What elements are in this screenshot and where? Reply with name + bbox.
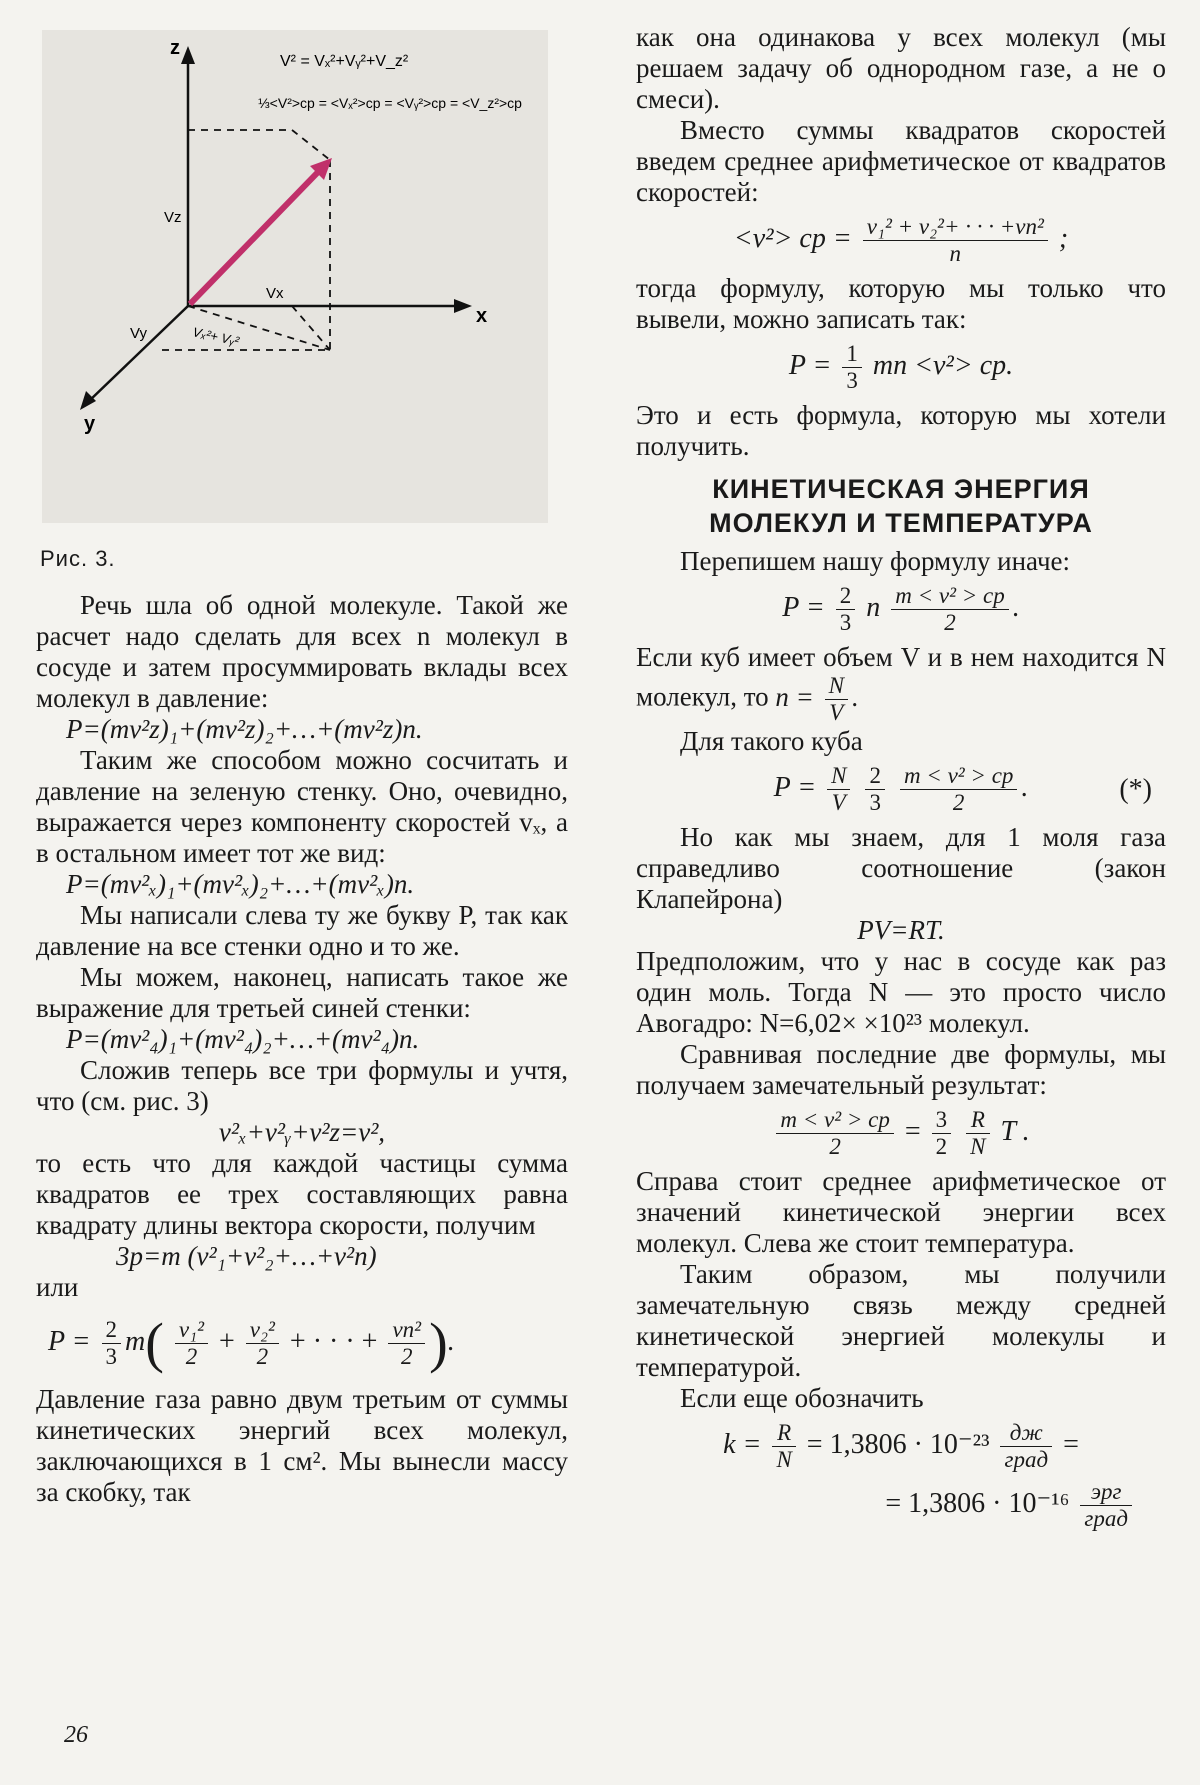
rf3-fden: 2 [944,610,956,635]
right-formula-8 [636,1420,1166,1473]
f6-termn-num: vn² [388,1317,425,1344]
rp6-text: Если куб имеет объем V и в нем находится N молекул, то [636,642,1166,712]
right-formula-6: PV=RT. [857,915,945,945]
diagonal-label: Vₓ²+ Vᵧ² [191,324,241,349]
rf4-end: . [851,681,859,712]
rf3-end: . [1012,591,1020,623]
f6-m: m [125,1325,146,1357]
vz-label: Vz [164,209,182,226]
rf7-a-den: 2 [935,1134,948,1159]
rf7-b-num: R [966,1107,989,1134]
rf5-a-num: N [827,763,850,790]
figure-3 [42,30,548,523]
right-formula-9 [636,1479,1166,1532]
figure-caption: Рис. 3. [40,546,116,571]
rf8-num: R [772,1420,795,1447]
rf5-b-num: 2 [865,763,885,790]
f6-term2-num: v₂² [246,1317,279,1344]
rf2-den: 3 [846,368,858,393]
left-formula-4: v²ₓ+v²ᵧ+v²z=v², [218,1117,386,1147]
axis-x-label: x [476,305,488,327]
rf8-lhs: k = [723,1428,762,1460]
rf7-eq: = [904,1115,921,1147]
left-formula-5: 3p=m (v²₁+v²₂+…+v²n) [116,1241,377,1271]
right-formula-2 [636,341,1166,394]
page-number: 26 [64,1722,88,1748]
heading-line-1: КИНЕТИЧЕСКАЯ ЭНЕРГИЯ [712,474,1090,504]
left-formula-2: P=(mv²ₓ)₁+(mv²ₓ)₂+…+(mv²ₓ)n. [66,869,415,899]
right-paragraph-12: Таким образом, мы получили замечательную связь между средней кинетической энергией молекулы и температурой. [636,1259,1166,1382]
right-paragraph-6 [636,642,1166,726]
rf1-lhs: <v²> ср = [733,222,852,254]
f6-coef-num: 2 [102,1317,122,1344]
f6-lhs: P = [48,1325,91,1357]
figure-formula-1: V² = Vₓ²+Vᵧ²+V_z² [280,53,409,70]
rf8-unit-num: дж [1000,1420,1052,1447]
rf4-den: V [829,700,844,725]
axis-y-label: y [84,413,96,435]
rf9-unit-num: эрг [1080,1479,1132,1506]
velocity-vector [190,170,320,304]
right-paragraph-10: Сравнивая последние две формулы, мы получаем замечательный результат: [636,1039,1166,1100]
rf1-num: v₁² + v₂²+ · · · +vn² [863,214,1048,241]
rf5-b-den: 3 [869,790,881,815]
rf3-fnum: m < v² > ср [891,583,1008,610]
left-formula-1: P=(mv²z)₁+(mv²z)₂+…+(mv²z)n. [66,714,423,744]
rf8-end: = [1063,1428,1079,1460]
f6-termn-den: 2 [401,1344,413,1369]
right-paragraph-13: Если еще обозначить [680,1383,924,1413]
rf5-end: . [1021,771,1029,803]
rf2-lhs: P = [788,349,832,381]
rf1-end: ; [1058,222,1069,254]
right-formula-7 [636,1107,1166,1160]
right-formula-5 [636,763,1166,816]
left-paragraph-7: или [36,1272,79,1302]
right-paragraph-4: Это и есть формула, которую мы хотели получить. [636,400,1166,461]
y-axis-arrowhead [80,391,96,410]
left-formula-6: P = $\frac{2}{3}$ m( $\frac{\text{v₁²}}{2}$ + $\frac{\text{v₂²}}{2}$ + · · · + $\frac{\text{vn²}}{2}$ ). [48,1312,455,1375]
left-paragraph-5: Сложив теперь все три формулы и учтя, что (см. рис. 3) [36,1055,568,1116]
rf7-b-den: N [970,1134,986,1159]
axis-z-label: z [170,37,180,59]
rf8-unit-den: град [1004,1447,1049,1472]
z-axis-arrowhead [181,46,195,64]
left-paragraph-6: то есть что для каждой частицы сумма квадратов ее трех составляющих равна квадрату длины вектора скорости, получим [36,1148,568,1240]
rf1-den: n [949,241,962,266]
rf5-c-num: m < v² > ср [900,763,1017,790]
right-paragraph-7: Для такого куба [680,726,863,756]
rf3-num: 2 [836,583,856,610]
left-paragraph-8: Давление газа равно двум третьим от суммы кинетических энергий всех молекул, заключающихся в 1 см². Мы вынесли массу за скобку, так [36,1384,568,1507]
left-paragraph-1: Речь шла об одной молекуле. Такой же расчет надо сделать для всех n молекул в сосуде и затем просуммировать вклады всех молекул в давление: [36,590,568,713]
rf9-unit-den: град [1084,1506,1128,1531]
rf2-num: 1 [842,341,862,368]
left-paragraph-2: Таким же способом можно сосчитать и давление на зеленую стенку. Оно, очевидно, выражается через компоненту скоростей vₓ, а в остальном имеет тот же вид: [36,745,568,868]
rf4-lhs: n = [775,681,814,712]
left-paragraph-3: Мы написали слева ту же букву P, так как давление на все стенки одно и то же. [36,900,568,961]
vx-label: Vx [266,285,284,302]
section-heading [636,472,1166,540]
x-axis-arrowhead [454,299,472,313]
figure-formula-2: ⅓<V²>ср = <Vₓ²>ср = <Vᵧ²>ср = <V_z²>ср [258,95,522,111]
vy-label: Vy [130,325,147,342]
f6-term2-den: 2 [256,1344,269,1369]
rf4-num: N [825,673,848,700]
equation-tag: (*) [1119,774,1152,805]
right-formula-3 [636,583,1166,636]
right-column [636,22,1166,1538]
velocity-diagram [42,30,548,523]
rf7-num: m < v² > ср [776,1107,893,1134]
right-paragraph-3: тогда формулу, которую мы только что вывели, можно записать так: [636,273,1166,334]
rf3-lhs: P = [782,591,825,623]
right-paragraph-2: Вместо суммы квадратов скоростей введем среднее арифметическое от квадратов скоростей: [636,115,1166,207]
left-column [36,590,568,1508]
right-formula-1 [636,214,1166,267]
rf2-rhs: mn <v²> ср. [872,349,1014,381]
rf8-val: = 1,3806 · 10⁻²³ [806,1428,990,1460]
f6-coef-den: 3 [105,1344,117,1369]
f6-term1-num: v₁² [175,1317,208,1344]
left-formula-3: P=(mv²₄)₁+(mv²₄)₂+…+(mv²₄)n. [66,1024,420,1054]
heading-line-2: МОЛЕКУЛ И ТЕМПЕРАТУРА [709,508,1093,538]
rf9-val: = 1,3806 · 10⁻¹⁶ [885,1487,1070,1519]
right-paragraph-9: Предположим, что у нас в сосуде как раз один моль. Тогда N — это просто число Авогадро: N=6,02× ×10²³ молекул. [636,946,1166,1038]
rf7-a-num: 3 [932,1107,952,1134]
rf5-a-den: V [831,790,846,815]
right-paragraph-8: Но как мы знаем, для 1 моля газа справедливо соотношение (закон Клапейрона) [636,822,1166,914]
right-paragraph-11: Справа стоит среднее арифметическое от значений кинетической энергии всех молекул. Слева же стоит температура. [636,1166,1166,1258]
f6-dots: + · · · + [289,1325,378,1357]
rf7-den: 2 [829,1134,841,1159]
right-paragraph-5: Перепишем нашу формулу иначе: [680,546,1071,576]
left-paragraph-4: Мы можем, наконец, написать такое же выражение для третьей синей стенки: [36,962,568,1023]
rf8-den: N [776,1447,792,1472]
rf7-end: T . [1000,1115,1030,1147]
rf3-den: 3 [839,610,852,635]
rf5-lhs: P = [773,771,817,803]
right-paragraph-1: как она одинакова у всех молекул (мы решаем задачу об однородном газе, а не о смеси). [636,22,1166,114]
y-axis-line [88,306,188,402]
f6-term1-den: 2 [185,1344,198,1369]
rf3-n: n [866,591,881,623]
f6-plus: + [219,1325,235,1357]
rf5-c-den: 2 [952,790,965,815]
